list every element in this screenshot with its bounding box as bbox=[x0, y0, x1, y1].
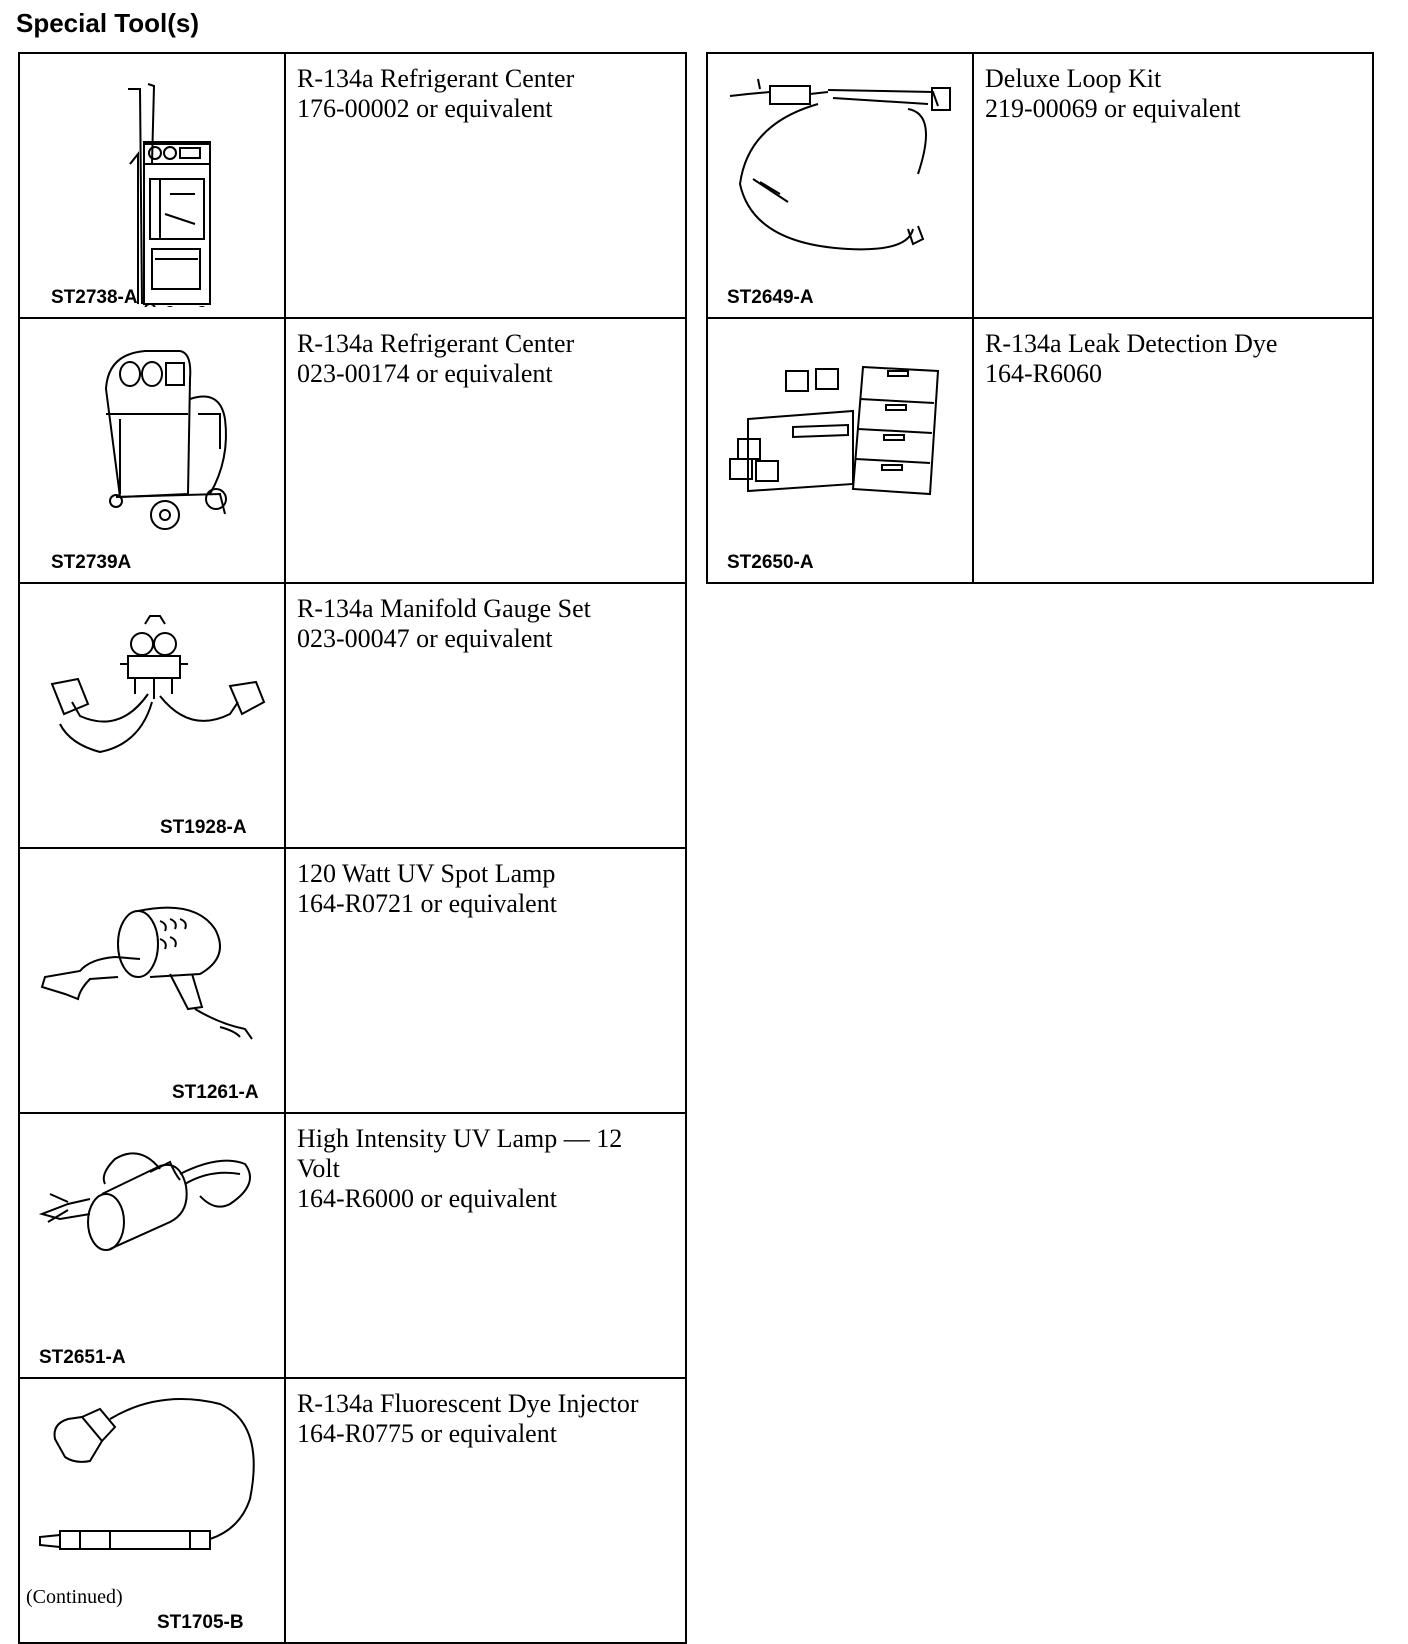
tools-table-right bbox=[706, 52, 1374, 584]
tool-name: R-134a Fluorescent Dye Injector bbox=[297, 1389, 639, 1418]
refrigerant-center-station-icon bbox=[20, 319, 284, 572]
tool-illustration-cell bbox=[19, 583, 285, 848]
tool-description-cell bbox=[285, 583, 686, 848]
uv-spot-lamp-icon bbox=[20, 849, 284, 1102]
tool-row bbox=[19, 53, 686, 318]
tool-number: 164-R6060 bbox=[985, 359, 1102, 388]
tool-name: Deluxe Loop Kit bbox=[985, 64, 1162, 93]
tool-row bbox=[707, 318, 1373, 583]
tool-row bbox=[19, 848, 686, 1113]
tool-name-continued: Volt bbox=[297, 1154, 340, 1183]
tool-illustration-cell bbox=[19, 1113, 285, 1378]
tool-code: ST2650-A bbox=[727, 552, 814, 573]
tool-name: R-134a Leak Detection Dye bbox=[985, 329, 1278, 358]
tool-code: ST1261-A bbox=[172, 1082, 259, 1103]
tool-description-cell bbox=[285, 318, 686, 583]
tool-name: R-134a Manifold Gauge Set bbox=[297, 594, 591, 623]
tool-name: R-134a Refrigerant Center bbox=[297, 329, 575, 358]
tool-code: ST2738-A bbox=[51, 287, 138, 308]
tool-number: 164-R0721 or equivalent bbox=[297, 889, 557, 918]
loop-kit-hose-icon bbox=[708, 54, 972, 307]
tool-code: ST2651-A bbox=[39, 1347, 126, 1368]
tool-description-cell bbox=[973, 318, 1373, 583]
tool-number: 176-00002 or equivalent bbox=[297, 94, 553, 123]
tool-name: R-134a Refrigerant Center bbox=[297, 64, 575, 93]
uv-lamp-12v-icon bbox=[20, 1114, 284, 1367]
tool-row bbox=[19, 583, 686, 848]
tool-row bbox=[19, 318, 686, 583]
tool-description-cell bbox=[285, 848, 686, 1113]
tool-illustration-cell bbox=[707, 53, 973, 318]
tool-description-cell bbox=[973, 53, 1373, 318]
tool-name: High Intensity UV Lamp — 12 bbox=[297, 1124, 623, 1153]
tool-code: ST1928-A bbox=[160, 817, 247, 838]
tool-number: 023-00174 or equivalent bbox=[297, 359, 553, 388]
tool-description-cell bbox=[285, 53, 686, 318]
tool-code: ST2649-A bbox=[727, 287, 814, 308]
tool-row bbox=[707, 53, 1373, 318]
tool-name: 120 Watt UV Spot Lamp bbox=[297, 859, 556, 888]
tool-number: 164-R0775 or equivalent bbox=[297, 1419, 557, 1448]
tools-table-left bbox=[18, 52, 687, 1644]
continued-note: (Continued) bbox=[26, 1586, 123, 1608]
tool-description-cell bbox=[285, 1113, 686, 1378]
tool-illustration-cell bbox=[19, 318, 285, 583]
tool-row bbox=[19, 1113, 686, 1378]
tool-code: ST2739A bbox=[51, 552, 132, 573]
tool-number: 023-00047 or equivalent bbox=[297, 624, 553, 653]
leak-dye-kit-icon bbox=[708, 319, 972, 572]
manifold-gauge-set-icon bbox=[20, 584, 284, 837]
tool-illustration-cell bbox=[19, 848, 285, 1113]
tool-code: ST1705-B bbox=[157, 1612, 244, 1633]
tool-number: 219-00069 or equivalent bbox=[985, 94, 1241, 123]
tool-illustration-cell bbox=[707, 318, 973, 583]
tool-number: 164-R6000 or equivalent bbox=[297, 1184, 557, 1213]
refrigerant-center-cart-icon bbox=[20, 54, 284, 307]
tool-illustration-cell bbox=[19, 53, 285, 318]
page-heading: Special Tool(s) bbox=[16, 8, 199, 38]
tool-description-cell bbox=[285, 1378, 686, 1643]
